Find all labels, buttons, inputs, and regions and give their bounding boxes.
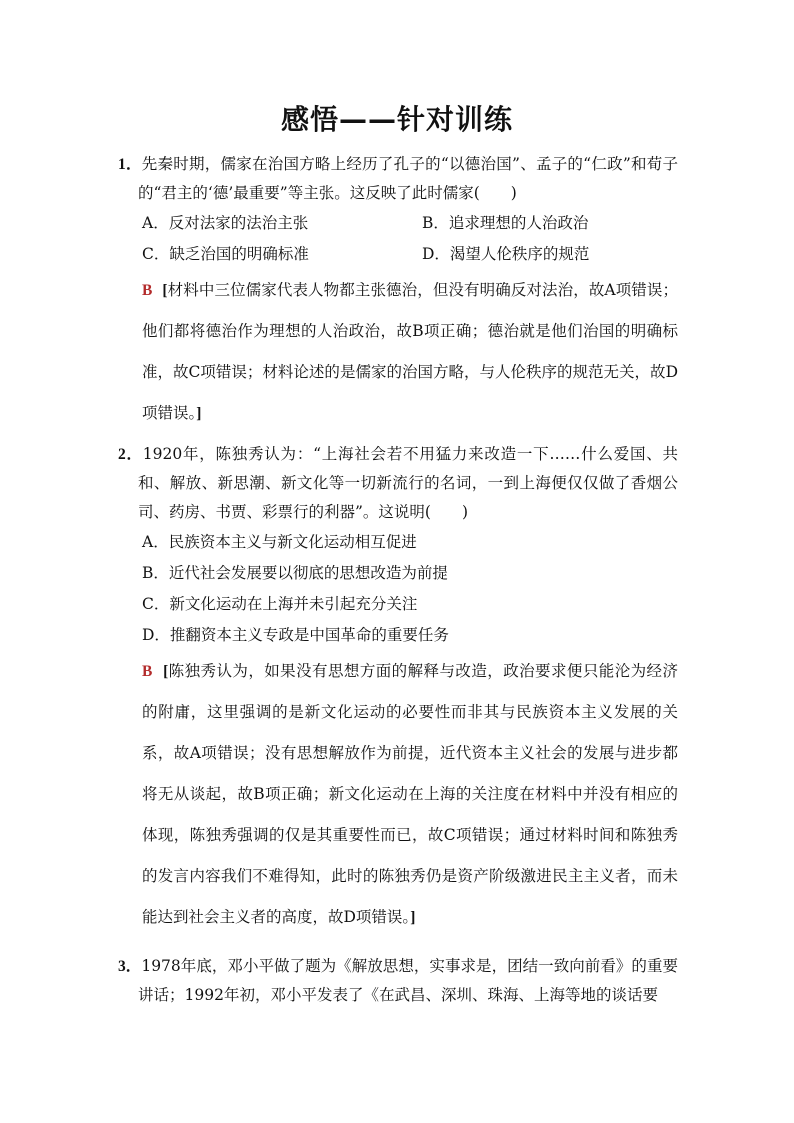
question-text: 1920年，陈独秀认为：“上海社会若不用猛力来改造一下……什么爱国、共和、解放、新思潮、新文化等一切新流行的名词，一到上海便仅仅做了香烟公司、药房、书贾、彩票行的利器”。这说明( ) [138, 445, 678, 521]
question-2 [118, 440, 678, 938]
answer-explanation [142, 270, 678, 434]
option-b: B．追求理想的人治政治 [422, 214, 589, 232]
question-1 [118, 150, 678, 434]
option-c: C．新文化运动在上海并未引起充分关注 [142, 595, 418, 613]
answer-letter: B [142, 282, 153, 299]
answer-text: 陈独秀认为，如果没有思想方面的解释与改造，政治要求便只能沦为经济的附庸，这里强调的是新文化运动的必要性而非其与民族资本主义发展的关系，故A项错误；没有思想解放作为前提，近代资本主义社会的发展与进步都将无从谈起，故B项正确；新文化运动在上海的关注度在材料中并没有相应的体现，陈独秀强调的仅是其重要性而已，故C项错误；通过材料时间和陈独秀的发言内容我们不难得知，此时的陈独秀仍是资产阶级激进民主主义者，而未能达到社会主义者的高度，故D项错误。 [142, 662, 678, 926]
options-grid [142, 208, 678, 270]
options-list [142, 527, 678, 651]
question-number: 3． [118, 958, 142, 975]
answer-close-bracket: ] [196, 405, 202, 422]
question-number: 1． [118, 156, 142, 173]
question-text: 先秦时期，儒家在治国方略上经历了孔子的“以德治国”、孟子的“仁政”和荀子的“君主的‘德’最重要”等主张。这反映了此时儒家( ) [138, 155, 678, 202]
question-stem [118, 952, 678, 1010]
question-text: 1978年底，邓小平做了题为《解放思想，实事求是，团结一致向前看》的重要讲话；1992年初，邓小平发表了《在武昌、深圳、珠海、上海等地的谈话要 [138, 957, 678, 1004]
answer-close-bracket: ] [410, 909, 416, 926]
answer-open-bracket: [ [163, 663, 169, 680]
option-c: C．缺乏治国的明确标准 [142, 245, 309, 263]
option-a: A．反对法家的法治主张 [142, 214, 309, 232]
answer-letter: B [142, 663, 153, 680]
question-stem [118, 150, 678, 208]
answer-open-bracket: [ [162, 282, 168, 299]
question-stem [118, 440, 678, 527]
option-a: A．民族资本主义与新文化运动相互促进 [142, 533, 417, 551]
answer-explanation [142, 651, 678, 938]
option-b: B．近代社会发展要以彻底的思想改造为前提 [142, 564, 448, 582]
option-d: D．推翻资本主义专政是中国革命的重要任务 [142, 626, 449, 644]
question-number: 2． [118, 446, 143, 463]
page-title: 感悟——针对训练 [280, 103, 513, 136]
question-3 [118, 952, 678, 1010]
option-d: D．渴望人伦秩序的规范 [422, 245, 590, 263]
answer-text: 材料中三位儒家代表人物都主张德治，但没有明确反对法治，故A项错误；他们都将德治作为理想的人治政治，故B项正确；德治就是他们治国的明确标准，故C项错误；材料论述的是儒家的治国方略，与人伦秩序的规范无关，故D项错误。 [142, 281, 679, 422]
